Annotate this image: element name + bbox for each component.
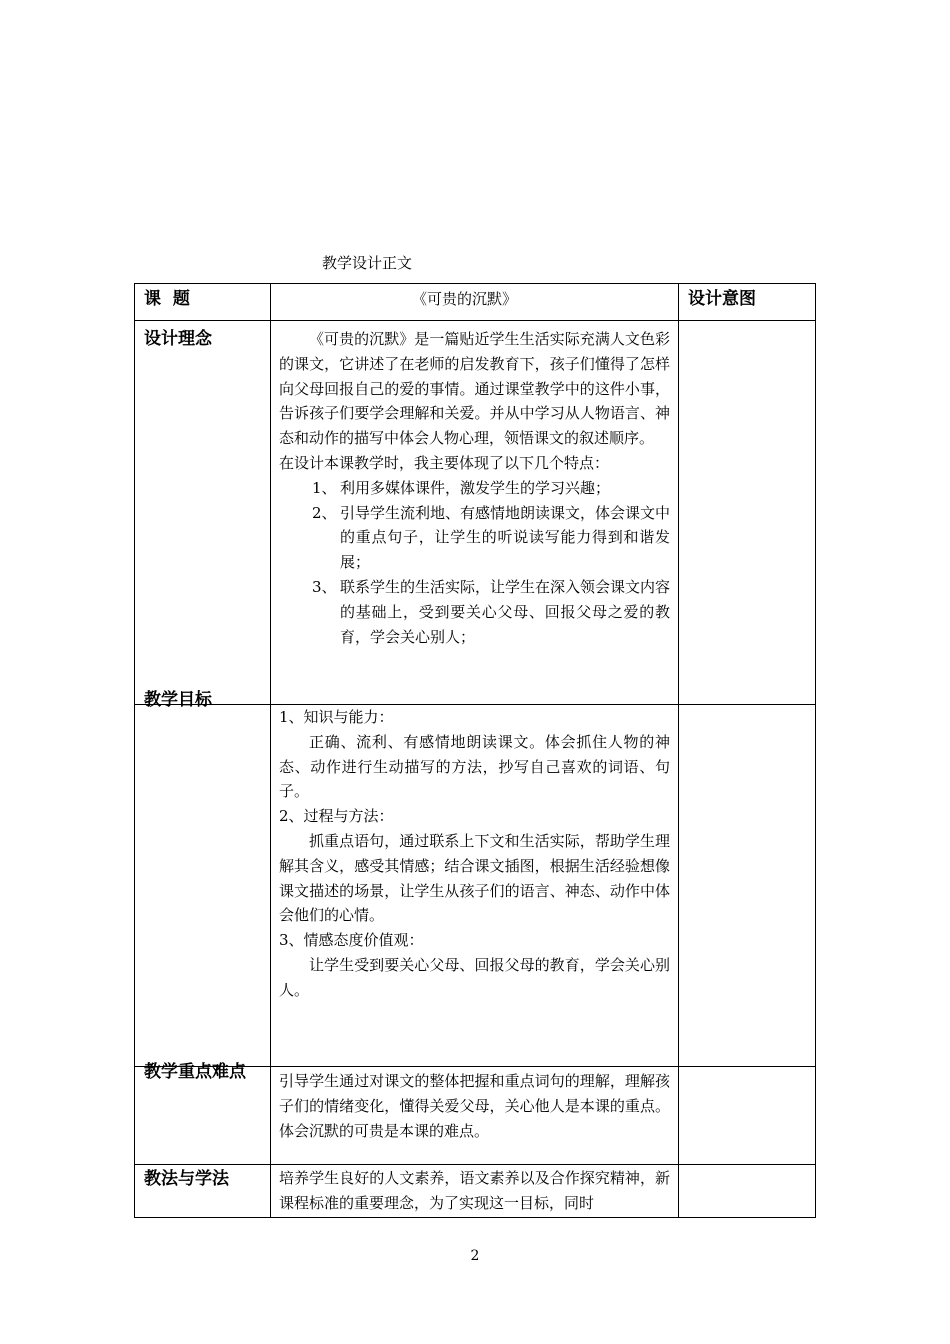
methods-content-cell bbox=[271, 1165, 679, 1218]
goal-text-emotion: 让学生受到要关心父母、回报父母的教育，学会关心别人。 bbox=[279, 955, 670, 999]
feature-item-2-number: 2、 bbox=[312, 503, 337, 522]
design-concept-intent-cell bbox=[679, 321, 816, 705]
design-concept-content-cell bbox=[271, 321, 679, 705]
teaching-goals-row bbox=[135, 705, 816, 1067]
teaching-goals-intent-cell bbox=[679, 705, 816, 1067]
goal-heading-emotion: 3、情感态度价值观： bbox=[279, 931, 424, 950]
intent-header-cell bbox=[679, 284, 816, 321]
feature-item-2-text: 引导学生流利地、有感情地朗读课文，体会课文中的重点句子，让学生的听说读写能力得到和谐发展； bbox=[340, 503, 671, 572]
methods-label-cell bbox=[135, 1165, 271, 1218]
feature-item-3-number: 3、 bbox=[312, 577, 337, 596]
design-concept-paragraph-1: 《可贵的沉默》是一篇贴近学生生活实际充满人文色彩的课文，它讲述了在老师的启发教育下，孩子们懂得了怎样向父母回报自己的爱的事情。通过课堂教学中的这件小事，告诉孩子们要学会理解和关爱。并从中学习从人物语言、神态和动作的描写中体会人物心理，领悟课文的叙述顺序。 bbox=[279, 330, 670, 448]
header-label-cell bbox=[135, 284, 271, 321]
methods-intent-cell bbox=[679, 1165, 816, 1218]
lesson-title-cell bbox=[271, 284, 679, 321]
lesson-plan-table bbox=[134, 283, 816, 1218]
key-points-row bbox=[135, 1067, 816, 1165]
teaching-goals-content-cell bbox=[271, 705, 679, 1067]
key-points-text: 引导学生通过对课文的整体把握和重点词句的理解，理解孩子们的情绪变化，懂得关爱父母，关心他人是本课的重点。体会沉默的可贵是本课的难点。 bbox=[279, 1072, 670, 1140]
feature-item-3-text: 联系学生的生活实际，让学生在深入领会课文内容的基础上，受到要关心父母、回报父母之爱的教育，学会关心别人； bbox=[340, 577, 671, 646]
design-concept-paragraph-2: 在设计本课教学时，我主要体现了以下几个特点： bbox=[279, 453, 610, 472]
feature-item-1-number: 1、 bbox=[312, 478, 337, 497]
header-row bbox=[135, 284, 816, 321]
design-intent-label: 设计意图 bbox=[688, 289, 756, 309]
key-points-intent-cell bbox=[679, 1067, 816, 1165]
feature-item-2 bbox=[279, 501, 670, 575]
key-points-label: 教学重点难点 bbox=[144, 1062, 246, 1082]
goal-heading-knowledge: 1、知识与能力： bbox=[279, 708, 394, 726]
key-points-label-cell bbox=[135, 1062, 271, 1165]
feature-item-1-text: 利用多媒体课件，激发学生的学习兴趣； bbox=[340, 478, 611, 497]
teaching-goals-label: 教学目标 bbox=[144, 690, 212, 710]
page-number: 2 bbox=[470, 1248, 480, 1264]
design-concept-label: 设计理念 bbox=[144, 329, 212, 349]
design-concept-row bbox=[135, 321, 816, 705]
document-title: 教学设计正文 bbox=[322, 254, 413, 272]
goal-heading-process: 2、过程与方法： bbox=[279, 807, 394, 826]
feature-item-3 bbox=[279, 575, 670, 649]
goal-text-knowledge: 正确、流利、有感情地朗读课文。体会抓住人物的神态、动作进行生动描写的方法，抄写自己喜欢的词语、句子。 bbox=[279, 732, 670, 801]
feature-item-1 bbox=[279, 476, 670, 501]
design-concept-label-cell bbox=[135, 321, 271, 705]
methods-label: 教法与学法 bbox=[144, 1169, 229, 1189]
methods-content bbox=[271, 1165, 678, 1216]
key-points-content bbox=[271, 1067, 678, 1143]
topic-label: 课 题 bbox=[144, 289, 190, 309]
design-concept-content bbox=[271, 321, 678, 649]
methods-text: 培养学生良好的人文素养，语文素养以及合作探究精神，新课程标准的重要理念，为了实现这一目标，同时 bbox=[279, 1169, 670, 1212]
teaching-goals-content bbox=[271, 705, 678, 1003]
goal-text-process: 抓重点语句，通过联系上下文和生活实际，帮助学生理解其含义，感受其情感；结合课文插图，根据生活经验想像课文描述的场景，让学生从孩子们的语言、神态、动作中体会他们的心情。 bbox=[279, 831, 670, 925]
methods-row bbox=[135, 1165, 816, 1218]
teaching-goals-label-cell bbox=[135, 690, 271, 1067]
lesson-title: 《可贵的沉默》 bbox=[411, 290, 517, 308]
key-points-content-cell bbox=[271, 1067, 679, 1165]
